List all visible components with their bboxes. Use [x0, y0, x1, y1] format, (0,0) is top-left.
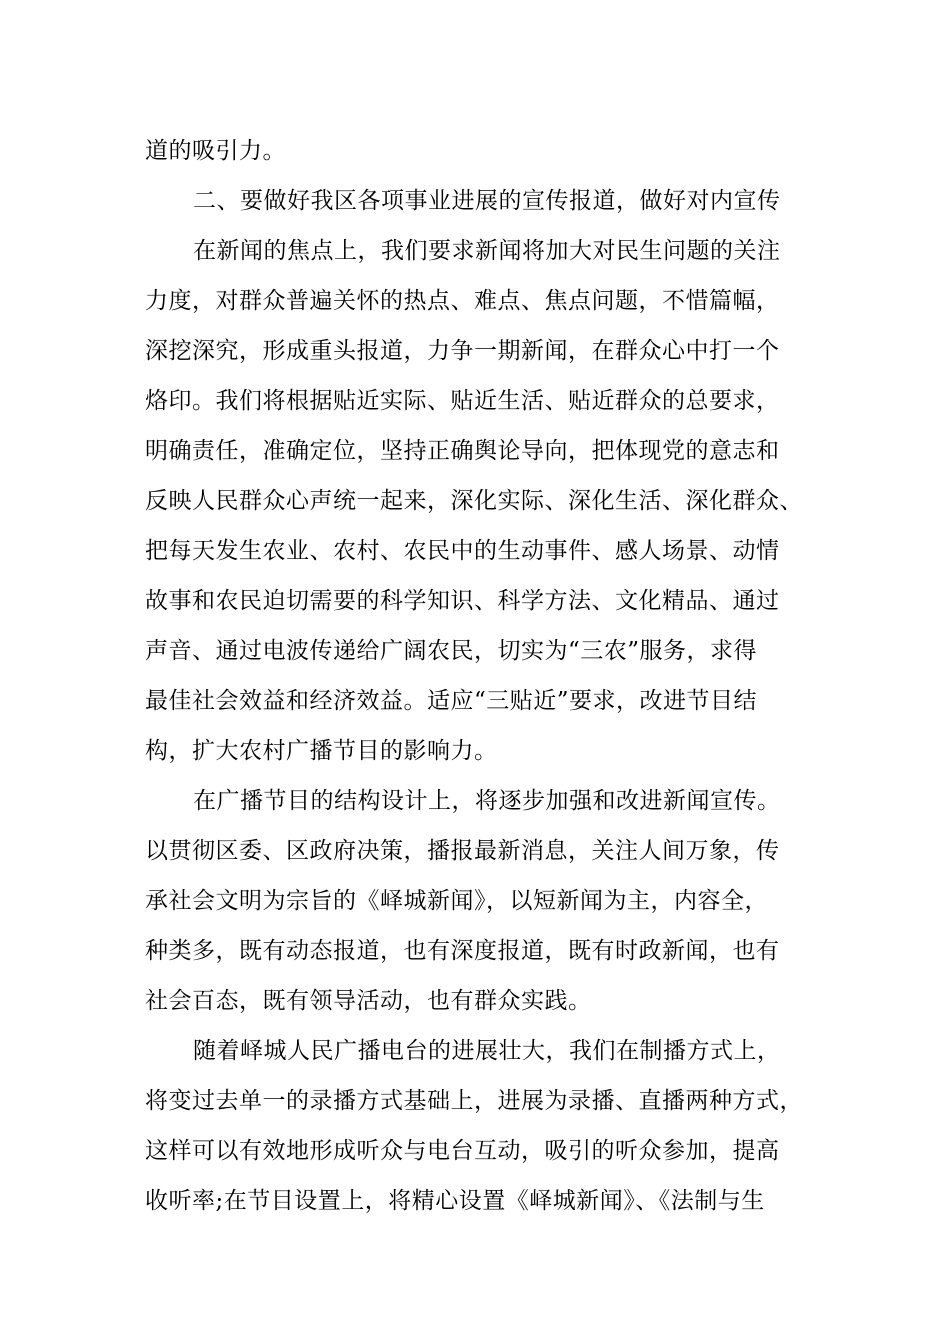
text-line: 以贯彻区委、区政府决策，播报最新消息，关注人间万象，传	[145, 838, 780, 864]
text-line: 明确责任，准确定位，坚持正确舆论导向，把体现党的意志和	[145, 438, 780, 464]
text-line: 深挖深究，形成重头报道，力争一期新闻，在群众心中打一个	[145, 338, 780, 364]
text-line: 在新闻的焦点上，我们要求新闻将加大对民生问题的关注	[193, 238, 781, 264]
text-line: 故事和农民迫切需要的科学知识、科学方法、文化精品、通过	[145, 588, 780, 614]
text-line: 声音、通过电波传递给广阔农民，切实为“三农”服务，求得	[145, 638, 758, 664]
text-line: 烙印。我们将根据贴近实际、贴近生活、贴近群众的总要求，	[145, 388, 780, 414]
section-heading: 二、要做好我区各项事业进展的宣传报道，做好对内宣传	[193, 188, 781, 214]
text-line: 在广播节目的结构设计上，将逐步加强和改进新闻宣传。	[193, 788, 781, 814]
text-line: 最佳社会效益和经济效益。适应“三贴近”要求，改进节目结	[145, 688, 758, 714]
text-line: 承社会文明为宗旨的《峄城新闻》，以短新闻为主，内容全，	[145, 888, 768, 914]
text-line: 道的吸引力。	[145, 138, 286, 164]
text-line: 把每天发生农业、农村、农民中的生动事件、感人场景、动情	[145, 538, 780, 564]
text-line: 收听率;在节目设置上，将精心设置《峄城新闻》、《法制与生	[145, 1188, 765, 1214]
text-line: 种类多，既有动态报道，也有深度报道，既有时政新闻，也有	[145, 938, 780, 964]
text-line: 随着峄城人民广播电台的进展壮大，我们在制播方式上，	[193, 1038, 781, 1064]
text-line: 反映人民群众心声统一起来，深化实际、深化生活、深化群众、	[145, 488, 803, 514]
text-line: 社会百态，既有领导活动，也有群众实践。	[145, 988, 592, 1014]
text-line: 力度，对群众普遍关怀的热点、难点、焦点问题，不惜篇幅，	[145, 288, 780, 314]
text-line: 将变过去单一的录播方式基础上，进展为录播、直播两种方式，	[145, 1088, 803, 1114]
text-line: 构，扩大农村广播节目的影响力。	[145, 738, 498, 764]
text-line: 这样可以有效地形成听众与电台互动，吸引的听众参加，提高	[145, 1138, 780, 1164]
